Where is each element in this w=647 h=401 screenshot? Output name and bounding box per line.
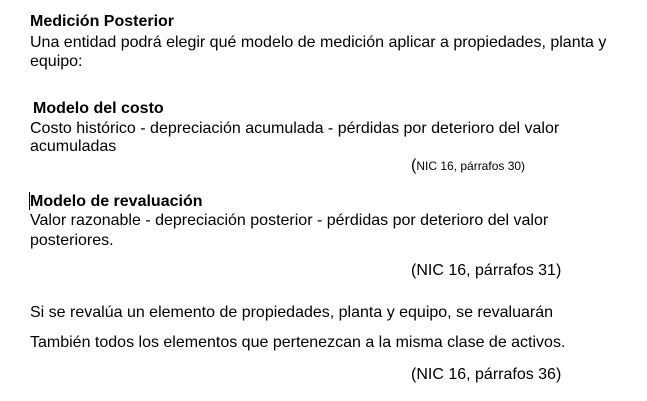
intro-line-1: Una entidad podrá elegir qué modelo de medición aplicar a propiedades, planta y	[30, 34, 607, 51]
revaluation-note-citation: (NIC 16, párrafos 36)	[411, 366, 562, 383]
cost-model-line-2: acumuladas	[30, 138, 117, 155]
section-heading: Medición Posterior	[30, 13, 175, 30]
revaluation-model-citation: (NIC 16, párrafos 31)	[411, 262, 562, 279]
citation-open-paren: (	[411, 157, 417, 174]
revaluation-model-line-2: posteriores.	[30, 232, 114, 249]
intro-line-2: equipo:	[30, 53, 83, 70]
revaluation-model-title: Modelo de revaluación	[30, 193, 203, 210]
cost-model-title: Modelo del costo	[33, 100, 164, 117]
citation-text: NIC 16, párrafos 30)	[416, 159, 526, 173]
cost-model-line-1: Costo histórico - depreciación acumulada - pérdidas por deterioro del valor	[30, 120, 560, 137]
revaluation-note-line-2: También todos los elementos que pertenezcan a la misma clase de activos.	[30, 334, 566, 351]
cost-model-citation	[411, 156, 525, 176]
revaluation-model-line-1: Valor razonable - depreciación posterior - pérdidas por deterioro del valor	[30, 212, 549, 229]
revaluation-note-line-1: Si se revalúa un elemento de propiedades, planta y equipo, se revaluarán	[30, 304, 554, 321]
